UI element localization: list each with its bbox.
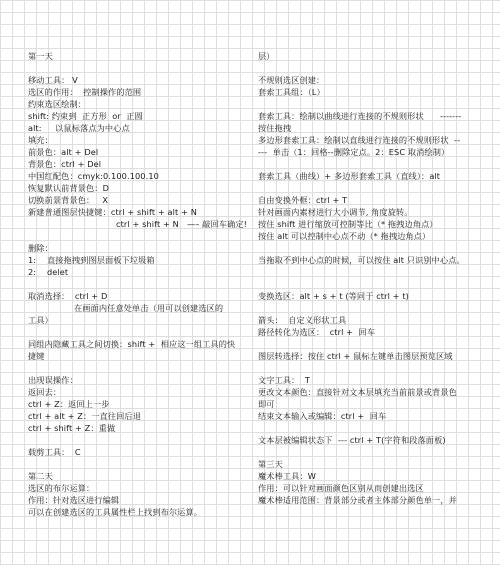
right-note-line: 路径转化为选区： ctrl + 回车: [258, 327, 376, 337]
left-note-line: 工具）: [28, 315, 53, 325]
right-note-line: 魔术棒工具：W: [258, 471, 316, 481]
spacer: [28, 458, 250, 470]
spacer: [28, 278, 250, 290]
right-note-line: 多边形套索工具：绘制以直线进行连接的不规则形状 --: [258, 135, 461, 145]
spacer: [258, 302, 482, 314]
left-note-line: ctrl + shift + Z：重做: [28, 423, 116, 433]
right-note-line: --- 单击（1：回格--删除定点。2：ESC 取消绘制）: [258, 147, 450, 157]
left-note-line: 载剪工具： C: [28, 447, 81, 457]
spacer: [258, 422, 482, 434]
left-note-line: 2: delet: [28, 267, 69, 277]
left-note-line: 约束选区绘制：: [28, 99, 87, 109]
spacer: [258, 338, 482, 350]
left-note-line: 取消选择： ctrl + D: [28, 291, 108, 301]
right-note-line: 第三天: [258, 459, 283, 469]
left-note-line: 捷键: [28, 351, 45, 361]
spacer: [258, 242, 482, 254]
spacer: [28, 326, 250, 338]
spacer: [258, 362, 482, 374]
spacer: [258, 62, 482, 74]
left-note-line: 切换前景背景色： X: [28, 195, 109, 205]
notes-page: [22, 50, 482, 565]
right-note-line: 按住 shift 进行缩放可控制等比（* 拖拽边角点）: [258, 219, 438, 229]
right-note-line: 自由变换外框：ctrl + T: [258, 195, 348, 205]
left-note-line: ctrl + Z：返回上一步: [28, 399, 110, 409]
right-note-line: 箭头： 自定义形状工具: [258, 315, 347, 325]
spacer: [28, 62, 250, 74]
right-note-line: 更改文本颜色：直接针对文本层填充当前前景或背景色: [258, 387, 457, 397]
right-note-line: 作用：可以针对画面颜色区别从而创建出选区: [258, 483, 424, 493]
left-note-line: 第一天: [28, 51, 53, 61]
left-note-line: 在画面内任意处单击（用可以创建选区的: [74, 303, 224, 313]
left-note-line: 同组内隐藏工具之间切换：shift + 相应这一组工具的快: [28, 339, 236, 349]
right-note-line: 文字工具： T: [258, 375, 310, 385]
spacer: [258, 98, 482, 110]
right-note-line: 即可: [258, 399, 275, 409]
spacer: [258, 446, 482, 458]
left-note-line: ctrl + alt + Z：一直往回后退: [28, 411, 142, 421]
spacer: [28, 230, 250, 242]
left-note-line: 前景色：alt + Del: [28, 147, 99, 157]
left-note-line: 返回去：: [28, 387, 62, 397]
left-column: [28, 50, 250, 518]
left-note-line: 移动工具： V: [28, 75, 78, 85]
left-note-line: 中国红配色：cmyk:0.100.100.10: [28, 171, 159, 181]
left-note-line: 恢复默认前背景色：D: [28, 183, 109, 193]
right-note-line: 套索工具：绘制以曲线进行连接的不规则形状 -------: [258, 111, 462, 121]
right-note-line: 针对画面内素材进行大小调节, 角度旋转。: [258, 207, 413, 217]
spacer: [258, 182, 482, 194]
left-note-line: 出现误操作：: [28, 375, 78, 385]
left-note-line: 选区的作用： 控制操作的范围: [28, 87, 142, 97]
right-note-line: 按住 alt 可以控制中心点不动（* 拖拽边角点）: [258, 231, 431, 241]
spacer: [258, 158, 482, 170]
left-note-line: ctrl + shift + N —– 敲回车确定!: [116, 219, 247, 229]
right-note-line: 当拖取不到中心点的时候，可以按住 alt 只识别中心点。: [258, 255, 465, 265]
left-note-line: 作用：针对选区进行编辑: [28, 495, 120, 505]
left-note-line: 填充：: [28, 135, 53, 145]
right-note-line: 文本层被编辑状态下 --- ctrl + T(字符和段落面板): [258, 435, 446, 445]
left-note-line: 删除：: [28, 243, 53, 253]
spacer: [258, 278, 482, 290]
left-note-line: 1: 直接拖拽到图层面板下垃圾箱: [28, 255, 155, 265]
spacer: [28, 362, 250, 374]
spacer: [258, 266, 482, 278]
right-note-line: 套索工具（曲线）+ 多边形套索工具（直线）：alt: [258, 171, 441, 181]
right-note-line: 不规则选区创建：: [258, 75, 325, 85]
left-note-line: alt: 以鼠标落点为中心点: [28, 123, 130, 133]
right-note-line: 魔术棒适用范围：背景部分或者主体部分颜色单一，并: [258, 495, 457, 505]
left-note-line: 第二天: [28, 471, 53, 481]
right-note-line: 套索工具组：（L）: [258, 87, 325, 97]
left-note-line: shift: 约束到 正方形 or 正圆: [28, 111, 143, 121]
right-note-line: 层）: [258, 51, 275, 61]
left-note-line: 选区的布尔运算：: [28, 483, 95, 493]
left-note-line: 可以在创建选区的工具属性栏上找到布尔运算。: [28, 507, 203, 517]
right-column: [258, 50, 482, 506]
left-note-line: 背景色：ctrl + Del: [28, 159, 102, 169]
left-note-line: 新建普通图层快捷键：ctrl + shift + alt + N: [28, 207, 197, 217]
right-note-line: 按住拖拽: [258, 123, 292, 133]
right-note-line: 图层转选择：按住 ctrl + 鼠标左键单击图层预览区域: [258, 351, 453, 361]
spacer: [28, 434, 250, 446]
right-note-line: 变换选区：alt + s + t (等同于 ctrl + t): [258, 291, 409, 301]
right-note-line: 结束文本输入或编辑：ctrl + 回车: [258, 411, 387, 421]
